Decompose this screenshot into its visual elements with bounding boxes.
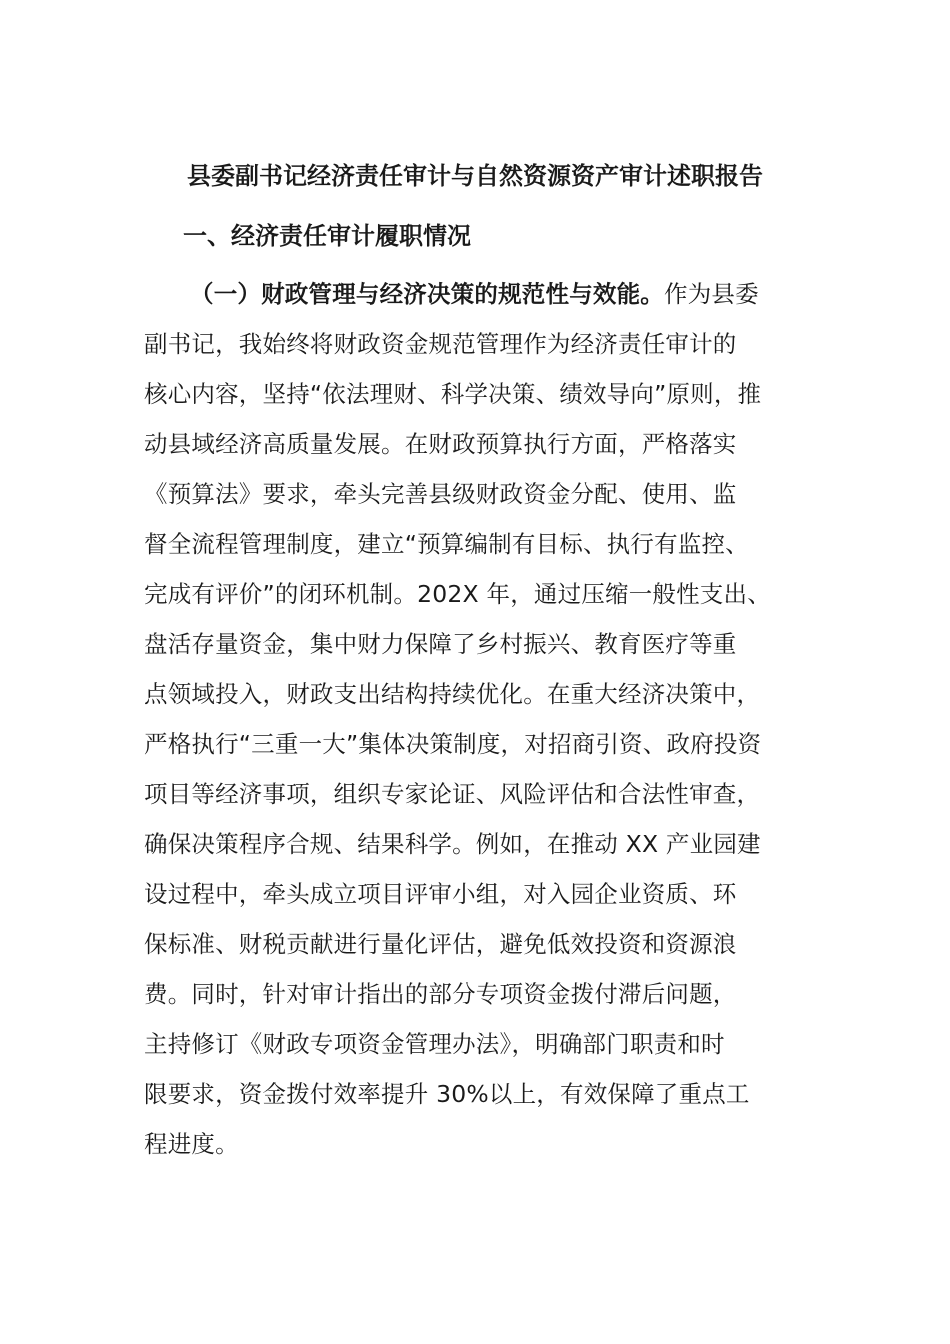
paragraph-line: 盘活存量资金，集中财力保障了乡村振兴、教育医疗等重 xyxy=(144,630,737,658)
paragraph-line: 动县域经济高质量发展。在财政预算执行方面，严格落实 xyxy=(144,430,737,458)
paragraph-line: 确保决策程序合规、结果科学。例如，在推动 XX 产业园建 xyxy=(144,830,761,858)
paragraph-line: 设过程中，牵头成立项目评审小组，对入园企业资质、环 xyxy=(144,880,737,908)
paragraph-line: 《预算法》要求，牵头完善县级财政资金分配、使用、监 xyxy=(144,480,737,508)
paragraph-line: 限要求，资金拨付效率提升 30%以上，有效保障了重点工 xyxy=(144,1080,750,1108)
paragraph-line xyxy=(144,269,814,319)
document-title: 县委副书记经济责任审计与自然资源资产审计述职报告 xyxy=(187,162,763,190)
body-paragraph xyxy=(144,269,814,1169)
paragraph-line: 副书记，我始终将财政资金规范管理作为经济责任审计的 xyxy=(144,330,737,358)
section-heading: 一、经济责任审计履职情况 xyxy=(183,222,471,250)
paragraph-line: 主持修订《财政专项资金管理办法》，明确部门职责和时 xyxy=(144,1030,725,1058)
paragraph-line: 程进度。 xyxy=(144,1130,239,1158)
paragraph-line: 保标准、财税贡献进行量化评估，避免低效投资和资源浪 xyxy=(144,930,737,958)
paragraph-line: 督全流程管理制度，建立“预算编制有目标、执行有监控、 xyxy=(144,530,749,558)
paragraph-line: 费。同时，针对审计指出的部分专项资金拨付滞后问题， xyxy=(144,980,737,1008)
paragraph-line: 严格执行“三重一大”集体决策制度，对招商引资、政府投资 xyxy=(144,730,762,758)
paragraph-line: 完成有评价”的闭环机制。202X 年，通过压缩一般性支出、 xyxy=(144,580,771,608)
paragraph-line: 点领域投入，财政支出结构持续优化。在重大经济决策中， xyxy=(144,680,761,708)
paragraph-first-line-text: 作为县委 xyxy=(664,280,759,308)
paragraph-line: 项目等经济事项，组织专家论证、风险评估和合法性审查， xyxy=(144,780,761,808)
paragraph-line: 核心内容，坚持“依法理财、科学决策、绩效导向”原则，推 xyxy=(144,380,762,408)
paragraph-lead-heading: （一）财政管理与经济决策的规范性与效能。 xyxy=(190,280,664,308)
